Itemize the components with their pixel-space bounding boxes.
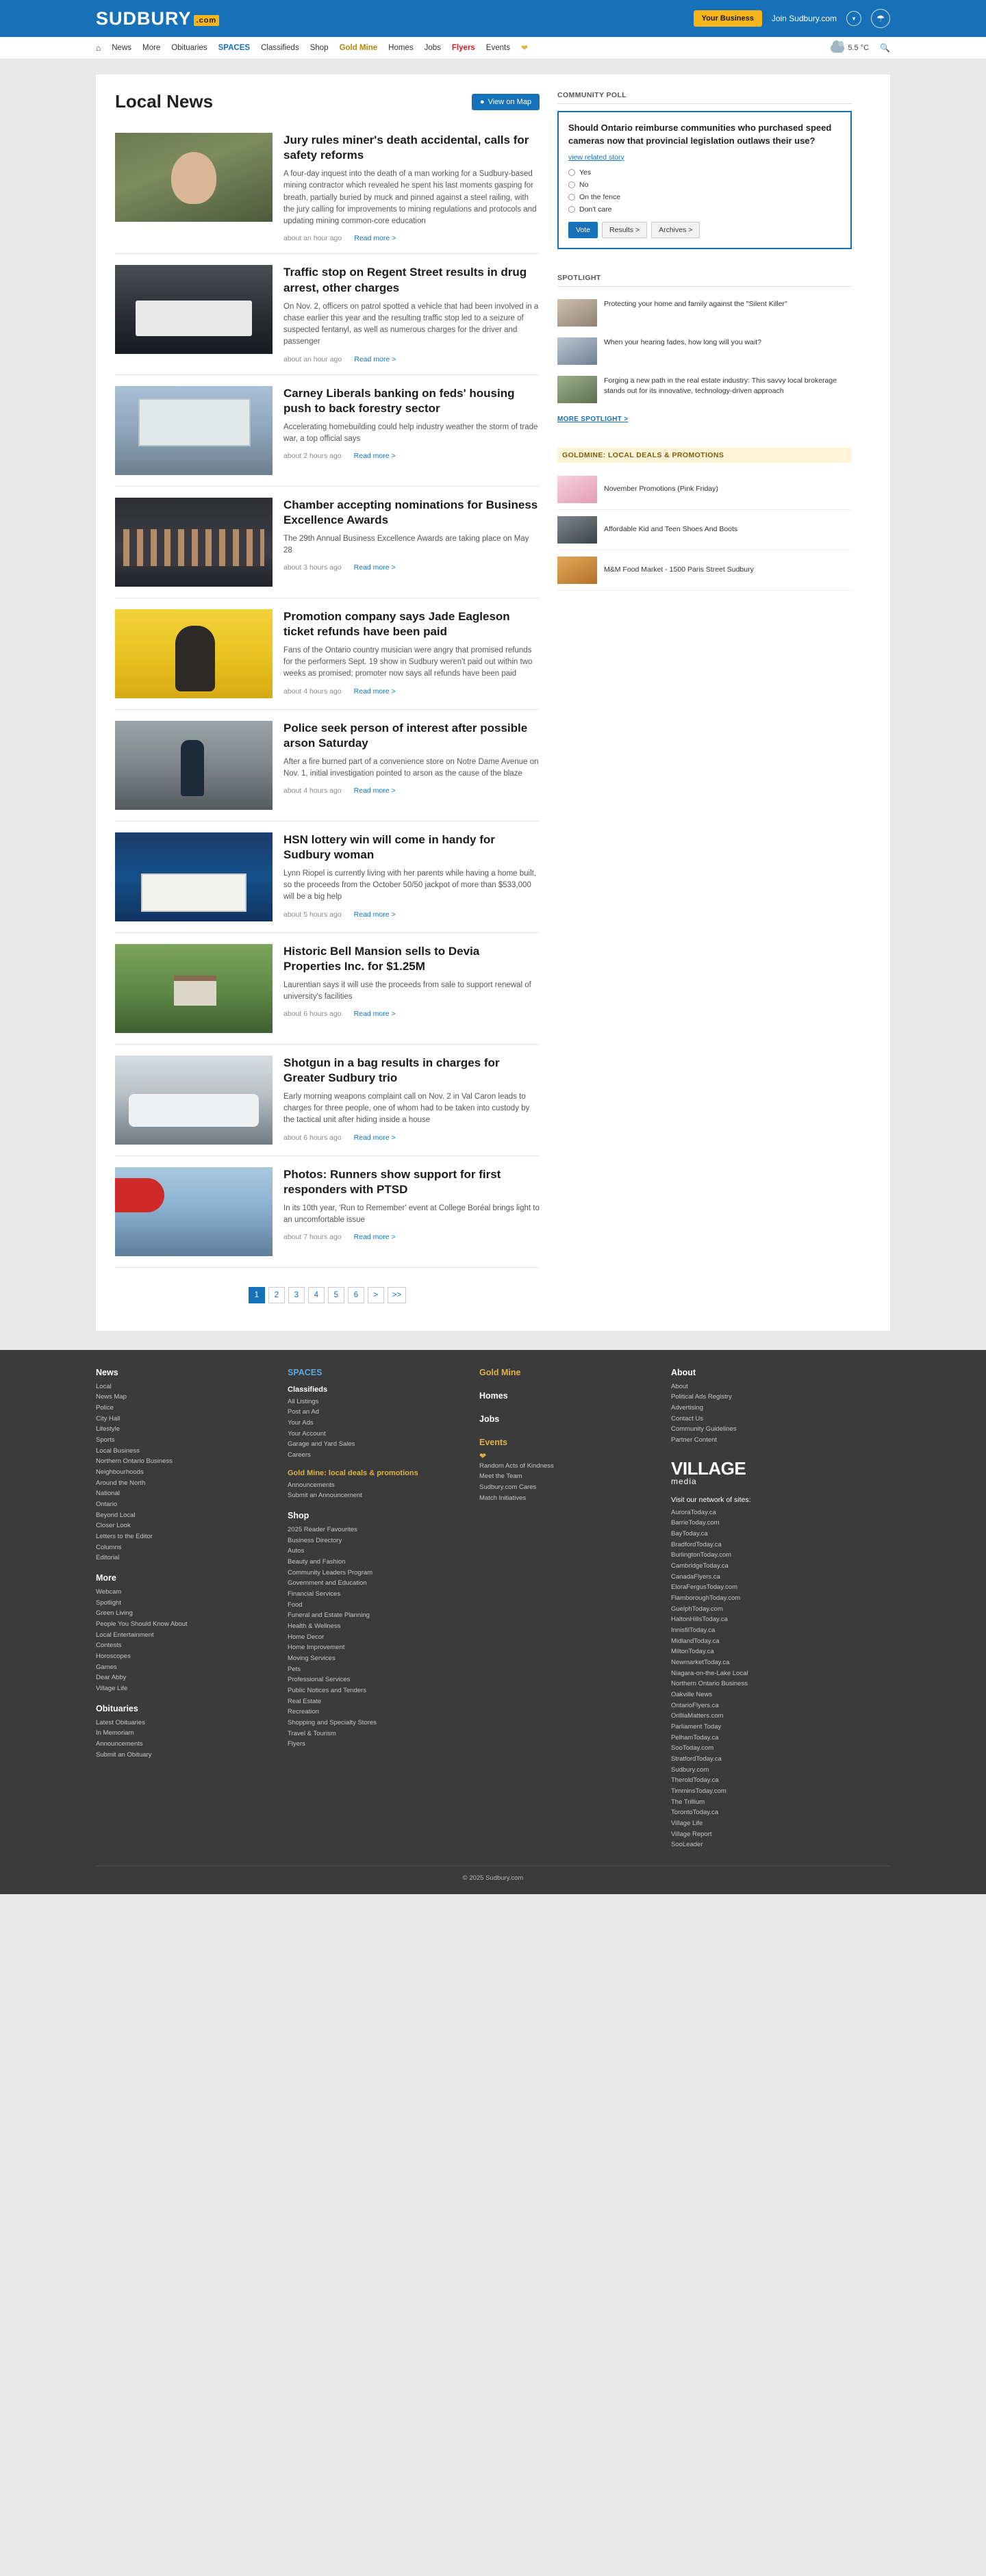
article-timestamp: about an hour ago <box>283 355 342 364</box>
article-title[interactable]: Traffic stop on Regent Street results in drug arrest, other charges <box>283 266 527 294</box>
community-poll <box>557 111 852 249</box>
article-timestamp: about 7 hours ago <box>283 1233 342 1242</box>
footer-network-link[interactable]: TheroldToday.ca <box>671 1776 719 1785</box>
footer-network-link[interactable]: TimminsToday.com <box>671 1787 726 1796</box>
footer-link[interactable]: Random Acts of Kindness <box>479 1462 554 1470</box>
footer-network-link[interactable]: Village Life <box>671 1820 703 1828</box>
article-read-more-link[interactable]: Read more > <box>353 787 396 795</box>
footer-homes-heading: Homes <box>479 1390 508 1401</box>
article-description: Lynn Riopel is currently living with her parents while having a home built, so the proceeds from the October 50/50 jackpot of more than $533,000 will be a big help <box>283 869 537 902</box>
footer-network-link[interactable]: BarrieToday.com <box>671 1519 720 1527</box>
footer-obituaries-heading: Obituaries <box>96 1703 138 1713</box>
article-description: The 29th Annual Business Excellence Awards are taking place on May 28 <box>283 534 529 555</box>
nav-item-spaces[interactable]: SPACES <box>218 44 251 52</box>
article-description: Laurentian says it will use the proceeds from sale to support renewal of university's facilities <box>283 980 531 1002</box>
poll-option-label: On the fence <box>579 192 621 201</box>
footer-link[interactable]: Advertising <box>671 1403 703 1412</box>
articles-container <box>115 122 540 1268</box>
article-item[interactable] <box>115 710 540 821</box>
footer-link[interactable]: Funeral and Estate Planning <box>288 1611 370 1620</box>
article-item[interactable] <box>115 122 540 254</box>
footer-link[interactable]: Around the North <box>96 1479 146 1487</box>
heart-icon: ❤ <box>479 1451 487 1461</box>
footer-goldmine-heading: Gold Mine <box>479 1367 521 1377</box>
article-timestamp: about an hour ago <box>283 234 342 243</box>
article-title[interactable]: Jury rules miner's death accidental, calls for safety reforms <box>283 133 529 162</box>
spotlight-heading: SPOTLIGHT <box>557 274 852 287</box>
spotlight-thumbnail[interactable] <box>557 376 597 403</box>
article-item[interactable] <box>115 933 540 1045</box>
footer-network-link[interactable]: SooToday.com <box>671 1744 714 1752</box>
footer-link[interactable]: About <box>671 1382 688 1390</box>
footer-link[interactable]: City Hall <box>96 1414 121 1423</box>
article-title[interactable]: Historic Bell Mansion sells to Devia Properties Inc. for $1.25M <box>283 944 480 973</box>
radio-icon[interactable] <box>568 206 575 213</box>
goldmine-item[interactable] <box>557 510 852 550</box>
footer-link[interactable]: Community Guidelines <box>671 1425 737 1433</box>
footer-network-link[interactable]: Village Report <box>671 1830 712 1838</box>
footer-link[interactable]: Pets <box>288 1665 301 1673</box>
footer-link[interactable]: Games <box>96 1663 117 1671</box>
article-timestamp: about 6 hours ago <box>283 1133 342 1142</box>
poll-related-story-link[interactable]: view related story <box>568 153 624 162</box>
spotlight-item[interactable] <box>557 294 852 332</box>
footer-link[interactable]: Local <box>96 1382 112 1390</box>
nav-item-news[interactable]: News <box>112 44 132 52</box>
nav-item-gold-mine[interactable]: Gold Mine <box>339 44 378 52</box>
article-thumbnail[interactable] <box>115 386 273 475</box>
footer-link[interactable]: Government and Education <box>288 1579 367 1587</box>
article-item[interactable] <box>115 821 540 933</box>
article-thumbnail[interactable] <box>115 832 273 921</box>
footer-spaces-heading: SPACES <box>288 1367 323 1377</box>
article-thumbnail[interactable] <box>115 944 273 1033</box>
article-title[interactable]: Shotgun in a bag results in charges for Greater Sudbury trio <box>283 1056 500 1084</box>
footer-network-link[interactable]: SooLeader <box>671 1841 703 1849</box>
article-thumbnail[interactable] <box>115 133 273 222</box>
footer-link[interactable]: Sports <box>96 1436 115 1444</box>
footer-link[interactable]: Home Improvement <box>288 1644 345 1652</box>
footer-link[interactable]: Submit an Obituary <box>96 1750 152 1759</box>
poll-archives-button[interactable]: Archives > <box>651 222 700 238</box>
footer-link[interactable]: Local Entertainment <box>96 1631 154 1639</box>
spotlight-item[interactable] <box>557 370 852 409</box>
footer-link[interactable]: Sudbury.com Cares <box>479 1483 537 1491</box>
footer-link[interactable]: Political Ads Registry <box>671 1393 732 1401</box>
footer-link[interactable]: Home Decor <box>288 1633 325 1641</box>
sidebar-column <box>557 91 852 1303</box>
footer-link[interactable]: All Listings <box>288 1397 319 1405</box>
footer-link[interactable]: Your Ads <box>288 1418 314 1427</box>
poll-question: Should Ontario reimburse communities who purchased speed cameras now that provincial legislation outlaws their use? <box>568 123 832 146</box>
pagination-item[interactable]: 6 <box>348 1287 364 1303</box>
footer-link[interactable]: Travel & Tourism <box>288 1729 336 1737</box>
spotlight-item[interactable] <box>557 332 852 370</box>
footer-network-link[interactable]: MidlandToday.ca <box>671 1637 720 1645</box>
article-thumbnail[interactable] <box>115 498 273 587</box>
spotlight-thumbnail[interactable] <box>557 299 597 327</box>
article-title[interactable]: Carney Liberals banking on feds' housing push to back forestry sector <box>283 386 515 415</box>
goldmine-heading: GOLDMINE: LOCAL DEALS & PROMOTIONS <box>557 448 852 463</box>
poll-option-on-the-fence[interactable] <box>568 193 841 201</box>
nav-item-events[interactable]: Events <box>485 44 510 52</box>
goldmine-text: Affordable Kid and Teen Shoes And Boots <box>604 525 738 534</box>
article-timestamp: about 4 hours ago <box>283 787 342 795</box>
footer-link[interactable]: Public Notices and Tenders <box>288 1687 366 1695</box>
footer-link[interactable]: People You Should Know About <box>96 1620 188 1629</box>
article-description: Fans of the Ontario country musician were angry that promised refunds for the performers Sept. 19 show in Sudbury weren't paid out within two weeks as promised; promoter now says all refunds have been paid <box>283 646 533 678</box>
article-title[interactable]: Promotion company says Jade Eagleson ticket refunds have been paid <box>283 609 510 638</box>
article-read-more-link[interactable]: Read more > <box>354 234 396 243</box>
article-timestamp: about 3 hours ago <box>283 563 342 572</box>
footer-link[interactable]: Careers <box>288 1451 311 1459</box>
radio-icon[interactable] <box>568 194 575 201</box>
footer-link[interactable]: Contact Us <box>671 1414 703 1423</box>
nav-item-flyers[interactable]: Flyers <box>451 44 475 52</box>
article-description: On Nov. 2, officers on patrol spotted a vehicle that had been involved in a chase earlier this year and the resulting traffic stop led to a seizure of suspected fentanyl, as well as numerous charges for the driver and passenger <box>283 302 539 346</box>
logo-text: SUDBURY <box>96 8 192 29</box>
footer-link[interactable]: Dear Abby <box>96 1674 127 1682</box>
footer-network-link[interactable]: HaltonHillsToday.ca <box>671 1616 728 1624</box>
footer-link[interactable]: Editorial <box>96 1554 120 1562</box>
goldmine-thumbnail[interactable] <box>557 516 597 544</box>
news-list-column <box>115 91 540 1303</box>
article-timestamp: about 5 hours ago <box>283 910 342 919</box>
footer-link[interactable]: Latest Obituaries <box>96 1718 145 1726</box>
logo-suffix: .com <box>194 15 220 26</box>
footer-col-about <box>671 1368 890 1851</box>
article-thumbnail[interactable] <box>115 609 273 698</box>
footer-network-link[interactable]: OntarioFlyers.ca <box>671 1701 719 1709</box>
footer-link[interactable]: Announcements <box>96 1740 143 1748</box>
footer-link[interactable]: Green Living <box>96 1609 133 1618</box>
footer-link[interactable]: Post an Ad <box>288 1408 319 1416</box>
goldmine-thumbnail[interactable] <box>557 476 597 503</box>
footer-network-link[interactable]: BurlingtonToday.com <box>671 1551 732 1559</box>
footer-link[interactable]: Recreation <box>288 1708 319 1716</box>
footer-link[interactable]: Partner Content <box>671 1436 718 1444</box>
footer-link[interactable]: Neighbourhoods <box>96 1468 144 1476</box>
more-spotlight-link[interactable]: MORE SPOTLIGHT > <box>557 415 629 423</box>
footer-shop-heading: Shop <box>288 1511 309 1520</box>
pagination-item[interactable]: 5 <box>328 1287 344 1303</box>
article-description: A four-day inquest into the death of a man working for a Sudbury-based mining contractor which revealed he spent his last moments gasping for breath, partially buried by muck and pinned against a steel railing, with the jury calling for improvements to mining regulations and protocols and updating mining common-core education <box>283 170 537 226</box>
article-title[interactable]: Photos: Runners show support for first responders with PTSD <box>283 1167 501 1196</box>
footer-link[interactable]: Financial Services <box>288 1590 341 1598</box>
article-timestamp: about 4 hours ago <box>283 687 342 696</box>
footer-link[interactable]: Northern Ontario Business <box>96 1457 173 1466</box>
article-description: In its 10th year, 'Run to Remember' event at College Boréal brings light to an uncomfortable issue <box>283 1203 540 1225</box>
article-thumbnail[interactable] <box>115 1056 273 1145</box>
footer-link[interactable]: Flyers <box>288 1740 305 1748</box>
article-description: Accelerating homebuilding could help industry weather the storm of trade war, a top official says <box>283 422 538 444</box>
footer-col-goldmine <box>479 1368 655 1851</box>
article-read-more-link[interactable]: Read more > <box>353 687 396 696</box>
community-poll-heading: COMMUNITY POLL <box>557 91 852 104</box>
spotlight-block <box>557 274 852 423</box>
footer-network-link[interactable]: OrilliaMatters.com <box>671 1712 724 1720</box>
footer-link[interactable]: Moving Services <box>288 1655 336 1663</box>
footer-link[interactable]: Police <box>96 1403 114 1412</box>
site-footer <box>0 1350 986 1895</box>
goldmine-item[interactable] <box>557 550 852 591</box>
article-read-more-link[interactable]: Read more > <box>353 1133 396 1142</box>
goldmine-text: November Promotions (Pink Friday) <box>604 485 718 494</box>
user-icon[interactable]: ☂ <box>871 9 890 28</box>
footer-link[interactable]: Community Leaders Program <box>288 1568 373 1577</box>
heart-icon[interactable]: ❤ <box>520 43 529 53</box>
article-description: Early morning weapons complaint call on Nov. 2 in Val Caron leads to charges for three people, one of whom had to be taken into custody by the tactical unit after hiding inside a house <box>283 1092 530 1125</box>
nav-item-classifieds[interactable]: Classifieds <box>261 44 299 52</box>
poll-vote-button[interactable]: Vote <box>568 222 598 238</box>
footer-link[interactable]: Contests <box>96 1642 122 1650</box>
footer-network-link[interactable]: BradfordToday.ca <box>671 1540 722 1548</box>
footer-link[interactable]: Columns <box>96 1543 122 1551</box>
nav-item-obituaries[interactable]: Obituaries <box>171 44 207 52</box>
footer-link[interactable]: National <box>96 1490 120 1498</box>
article-title[interactable]: HSN lottery win will come in handy for Sudbury woman <box>283 832 495 861</box>
article-read-more-link[interactable]: Read more > <box>353 452 396 461</box>
footer-network-link[interactable]: CanadaFlyers.ca <box>671 1572 720 1581</box>
footer-link[interactable]: Autos <box>288 1547 305 1555</box>
nav-item-jobs[interactable]: Jobs <box>424 44 441 52</box>
footer-link[interactable]: Beyond Local <box>96 1511 136 1519</box>
article-read-more-link[interactable]: Read more > <box>353 910 396 919</box>
footer-network-link[interactable]: Sudbury.com <box>671 1765 709 1774</box>
footer-network-link[interactable]: FlamboroughToday.com <box>671 1594 741 1603</box>
footer-network-link[interactable]: AuroraToday.ca <box>671 1508 716 1516</box>
goldmine-thumbnail[interactable] <box>557 557 597 584</box>
article-item[interactable] <box>115 1045 540 1156</box>
pagination <box>115 1287 540 1303</box>
poll-option-label: Yes <box>579 168 592 177</box>
footer-network-link[interactable]: GuelphToday.com <box>671 1605 723 1613</box>
footer-classifieds-heading: Classifieds <box>288 1385 328 1394</box>
footer-link[interactable]: Shopping and Specialty Stores <box>288 1719 377 1727</box>
goldmine-item[interactable] <box>557 470 852 510</box>
home-icon[interactable]: ⌂ <box>96 43 101 53</box>
poll-option-dont-care[interactable] <box>568 205 841 214</box>
weather-widget[interactable] <box>831 44 869 53</box>
pagination-item[interactable]: 2 <box>268 1287 285 1303</box>
footer-network-link[interactable]: The Trillium <box>671 1798 705 1806</box>
goldmine-text: M&M Food Market - 1500 Paris Street Sudbury <box>604 565 754 574</box>
article-item[interactable] <box>115 487 540 598</box>
spotlight-thumbnail[interactable] <box>557 337 597 365</box>
footer-link[interactable]: Meet the Team <box>479 1472 522 1481</box>
village-media-logo <box>671 1458 890 1486</box>
footer-link[interactable]: Garage and Yard Sales <box>288 1440 355 1449</box>
footer-network-link[interactable]: Northern Ontario Business <box>671 1680 748 1688</box>
main-nav <box>0 37 986 60</box>
footer-link[interactable]: News Map <box>96 1393 127 1401</box>
nav-item-shop[interactable]: Shop <box>309 44 329 52</box>
footer-network-link[interactable]: Oakville News <box>671 1691 713 1699</box>
nav-item-homes[interactable]: Homes <box>388 44 414 52</box>
article-read-more-link[interactable]: Read more > <box>353 1233 396 1242</box>
view-on-map-label: View on Map <box>488 97 531 106</box>
footer-link[interactable]: Professional Services <box>288 1676 351 1684</box>
brand-subtitle: media <box>671 1476 697 1486</box>
pagination-item[interactable]: 3 <box>288 1287 305 1303</box>
footer-link[interactable]: Business Directory <box>288 1536 342 1544</box>
footer-link[interactable]: Ontario <box>96 1501 118 1509</box>
footer-link[interactable]: Horoscopes <box>96 1653 131 1661</box>
footer-link[interactable]: Closer Look <box>96 1522 131 1530</box>
footer-link[interactable]: Beauty and Fashion <box>288 1558 346 1566</box>
pagination-item[interactable]: 4 <box>308 1287 325 1303</box>
goldmine-block <box>557 448 852 591</box>
weather-temp: 5.5 °C <box>848 44 870 52</box>
copyright: © 2025 Sudbury.com <box>96 1865 890 1882</box>
article-timestamp: about 2 hours ago <box>283 452 342 461</box>
article-description: After a fire burned part of a convenience store on Notre Dame Avenue on Nov. 1, initial investigation pointed to arson as the cause of the blaze <box>283 757 539 778</box>
chevron-down-icon[interactable]: ▾ <box>846 11 861 26</box>
search-icon[interactable]: 🔍 <box>880 43 890 53</box>
article-timestamp: about 6 hours ago <box>283 1010 342 1019</box>
footer-link[interactable]: Health & Wellness <box>288 1622 341 1631</box>
footer-events-heading: Events <box>479 1437 507 1447</box>
footer-network-link[interactable]: BayToday.ca <box>671 1530 708 1538</box>
footer-network-link[interactable]: Parliament Today <box>671 1723 722 1731</box>
join-link[interactable]: Join Sudbury.com <box>771 14 837 23</box>
footer-network-link[interactable]: TorontoToday.ca <box>671 1809 719 1817</box>
footer-news-heading: News <box>96 1367 118 1377</box>
footer-col-classifieds <box>288 1368 463 1851</box>
pagination-item[interactable]: >> <box>388 1287 406 1303</box>
footer-link[interactable]: Match Initiatives <box>479 1494 527 1502</box>
footer-link[interactable]: Webcam <box>96 1588 122 1596</box>
footer-link[interactable]: Letters to the Editor <box>96 1533 153 1541</box>
radio-icon[interactable] <box>568 169 575 176</box>
footer-network-link[interactable]: InnisfilToday.ca <box>671 1627 716 1635</box>
article-title[interactable]: Chamber accepting nominations for Business Excellence Awards <box>283 498 538 526</box>
page-title: Local News <box>115 91 214 112</box>
footer-link[interactable]: 2025 Reader Favourites <box>288 1526 357 1533</box>
footer-link[interactable]: Food <box>288 1601 303 1609</box>
article-read-more-link[interactable]: Read more > <box>354 355 396 364</box>
article-thumbnail[interactable] <box>115 721 273 810</box>
article-read-more-link[interactable]: Read more > <box>353 1010 396 1019</box>
footer-network-link[interactable]: MiltonToday.ca <box>671 1648 714 1656</box>
poll-option-no[interactable] <box>568 181 841 189</box>
footer-link[interactable]: Local Business <box>96 1446 140 1455</box>
map-pin-icon: ● <box>479 97 485 106</box>
footer-link[interactable]: Your Account <box>288 1429 326 1438</box>
footer-network-link[interactable]: NewmarketToday.ca <box>671 1659 730 1667</box>
pagination-item[interactable]: 1 <box>249 1287 265 1303</box>
footer-col-news <box>96 1368 271 1851</box>
footer-link[interactable]: Real Estate <box>288 1697 322 1705</box>
footer-goldmine-sub: Gold Mine: local deals & promotions <box>288 1468 418 1477</box>
your-business-button[interactable]: Your Business <box>694 10 762 27</box>
brand-name: VILLAGE <box>671 1457 746 1479</box>
cloud-icon <box>831 44 844 53</box>
article-thumbnail[interactable] <box>115 265 273 354</box>
footer-jobs-heading: Jobs <box>479 1414 500 1424</box>
article-item[interactable] <box>115 375 540 487</box>
radio-icon[interactable] <box>568 181 575 188</box>
footer-link[interactable]: Submit an Announcement <box>288 1492 362 1500</box>
poll-option-yes[interactable] <box>568 168 841 177</box>
site-logo[interactable] <box>96 8 219 29</box>
footer-network-link[interactable]: Niagara-on-the-Lake Local <box>671 1669 748 1677</box>
poll-option-label: Don't care <box>579 205 612 214</box>
footer-network-link[interactable]: PelhamToday.ca <box>671 1733 719 1742</box>
footer-link[interactable]: In Memoriam <box>96 1729 134 1737</box>
article-item[interactable] <box>115 1156 540 1268</box>
network-title: Visit our network of sites: <box>671 1495 751 1504</box>
nav-item-more[interactable]: More <box>142 44 161 52</box>
footer-network-link[interactable]: CambridgeToday.ca <box>671 1562 729 1570</box>
footer-link[interactable]: Spotlight <box>96 1598 121 1607</box>
footer-link[interactable]: Lifestyle <box>96 1425 120 1433</box>
poll-option-label: No <box>579 180 589 189</box>
article-item[interactable] <box>115 598 540 710</box>
footer-about-heading: About <box>671 1367 696 1377</box>
article-read-more-link[interactable]: Read more > <box>353 563 396 572</box>
spotlight-text: Protecting your home and family against the "Silent Killer" <box>604 299 787 308</box>
footer-link[interactable]: Announcements <box>288 1481 335 1489</box>
article-title[interactable]: Police seek person of interest after possible arson Saturday <box>283 721 528 750</box>
spotlight-text: When your hearing fades, how long will you wait? <box>604 337 761 346</box>
footer-more-heading: More <box>96 1573 116 1583</box>
pagination-item[interactable]: > <box>368 1287 384 1303</box>
footer-network-link[interactable]: StratfordToday.ca <box>671 1755 722 1763</box>
article-thumbnail[interactable] <box>115 1167 273 1256</box>
footer-network-link[interactable]: EloraFergusToday.com <box>671 1583 737 1592</box>
article-item[interactable] <box>115 254 540 374</box>
spotlight-text: Forging a new path in the real estate industry: This savvy local brokerage stands out for its innovative, technology-driven approach <box>604 376 837 395</box>
footer-link[interactable]: Village Life <box>96 1685 128 1693</box>
top-bar <box>0 0 986 37</box>
poll-results-button[interactable]: Results > <box>602 222 647 238</box>
view-on-map-button[interactable] <box>472 94 540 110</box>
